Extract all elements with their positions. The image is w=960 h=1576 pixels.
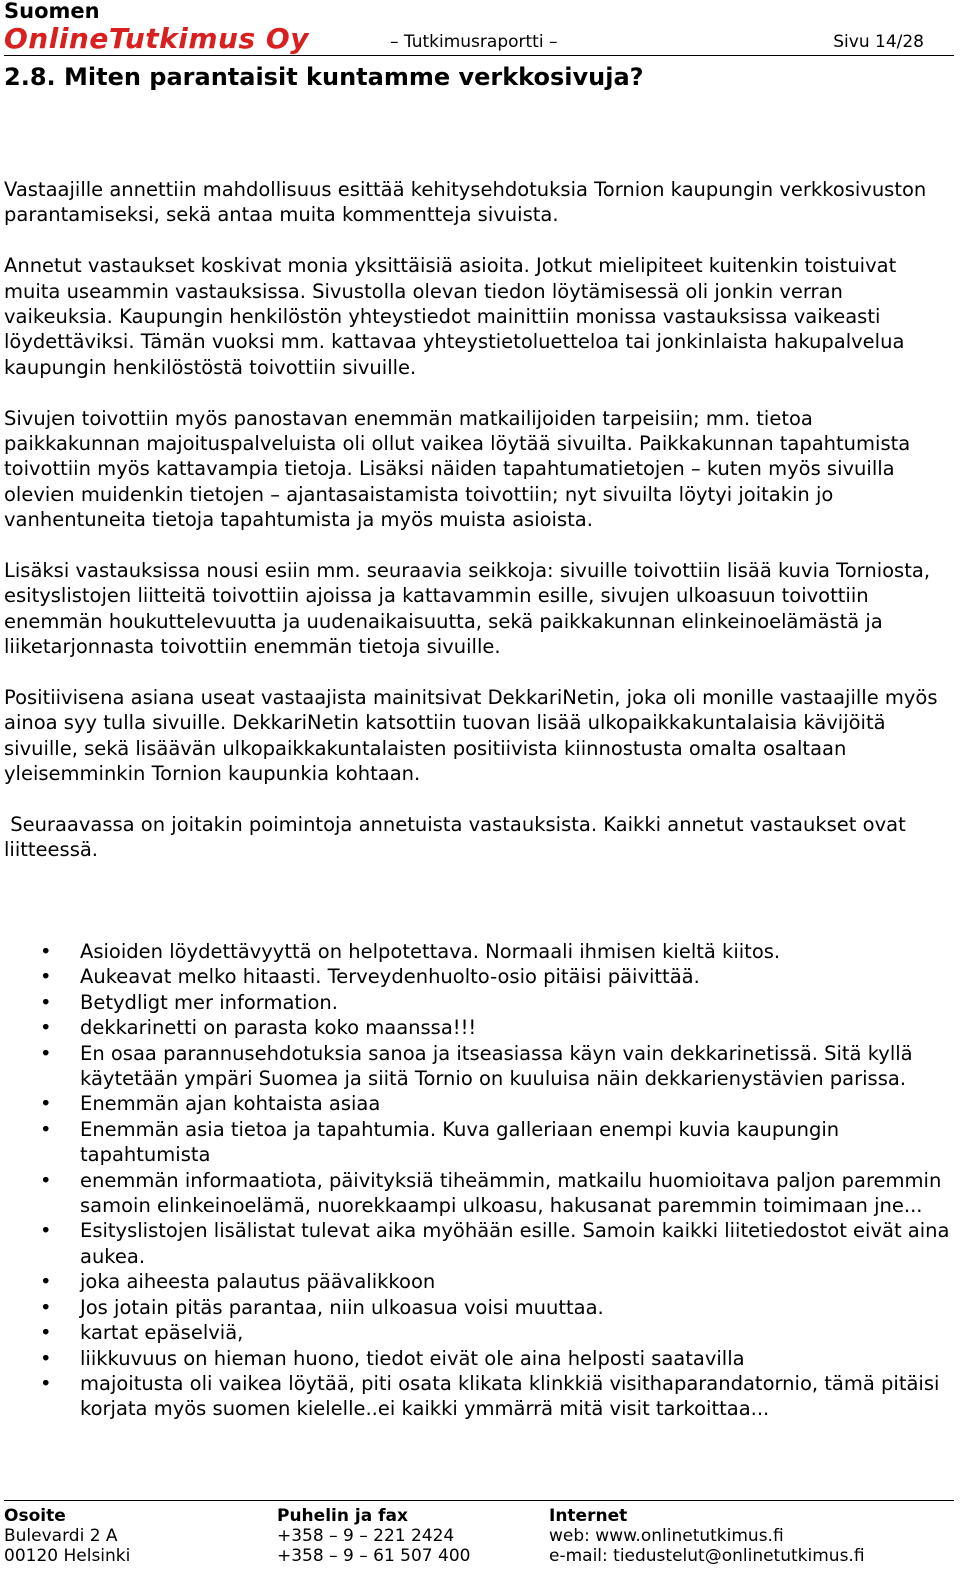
footer-divider: [4, 1500, 954, 1501]
list-item: [4, 1218, 954, 1269]
list-item-text: Aukeavat melko hitaasti. Terveydenhuolto-osio pitäisi päivittää.: [80, 965, 700, 989]
list-item: [4, 1295, 954, 1320]
bullet-icon: •: [40, 1270, 52, 1294]
page-header: [4, 0, 954, 56]
company-logo-name: OnlineTutkimus Oy: [4, 22, 309, 55]
list-item: [4, 1117, 954, 1168]
list-item-text: kartat epäselviä,: [80, 1321, 244, 1345]
footer-address: [4, 1506, 130, 1566]
list-item-text: En osaa parannusehdotuksia sanoa ja itseasiassa käyn vain dekkarinetissä. Sitä kyllä käytetään ympäri Suomea ja siitä Tornio on kuuluisa näin dekkarienystävien parissa.: [80, 1041, 913, 1091]
paragraph-other-issues: Lisäksi vastauksissa nousi esiin mm. seuraavia seikkoja: sivuille toivottiin lisää kuvia Torniosta, esityslistojen liitteitä toivottiin ajoissa ja kattavammin esille, sivujen ulkoasuun toivottiin enemmän houkuttelevuutta ja uudenaikaisuutta, sekä paikkakunnan elinkeinoelämästä ja liiketarjonnasta toivottiin enemmän tietoja sivuille.: [4, 559, 931, 659]
bullet-icon: •: [40, 1219, 52, 1243]
bullet-icon: •: [40, 1016, 52, 1040]
bullet-icon: •: [40, 1117, 52, 1141]
header-divider: [4, 55, 954, 56]
list-item-text: Enemmän asia tietoa ja tapahtumia. Kuva galleriaan enempi kuvia kaupungin tapahtumista: [80, 1117, 840, 1167]
footer-fax-number: +358 – 9 – 61 507 400: [277, 1546, 471, 1566]
list-item: [4, 1346, 954, 1371]
list-item-text: enemmän informaatiota, päivityksiä tiheämmin, matkailu huomioitava paljon paremmin samoin elinkeinoelämä, nuorekkaampi ulkoasu, hakusanat paremmin toimimaan jne...: [80, 1168, 942, 1218]
paragraph-findability: Annetut vastaukset koskivat monia yksittäisiä asioita. Jotkut mielipiteet kuitenkin toistuivat muita useammin vastauksissa. Sivustolla olevan tiedon löytämisessä oli jonkin verran vaikeuksia. Kaupungin henkilöstön yhteystiedot mainittiin monissa vastauksissa vaikeasti löydettäviksi. Tämän vuoksi mm. kattavaa yhteystietoluetteloa tai jonkinlaista hakupalvelua kaupungin henkilöstöstä toivottiin sivuille.: [4, 254, 905, 379]
list-item-text: Jos jotain pitäs parantaa, niin ulkoasua voisi muuttaa.: [80, 1295, 604, 1319]
list-item: [4, 1015, 954, 1040]
paragraph-tourism: Sivujen toivottiin myös panostavan enemmän matkailijoiden tarpeisiin; mm. tietoa paikkakunnan majoituspalveluista oli ollut vaikea löytää sivuilta. Paikkakunnan tapahtumista toivottiin myös kattavampia tietoja. Lisäksi näiden tapahtumatietojen – kuten myös sivuilla olevien muidenkin tietojen – ajantasaistamista toivottiin; nyt sivuilta löytyi joitakin jo vanhentuneita tietoja tapahtumista ja myös muista asioista.: [4, 406, 911, 532]
list-item-text: Asioiden löydettävyyttä on helpotettava. Normaali ihmisen kieltä kiitos.: [80, 940, 781, 963]
bullet-icon: •: [40, 1346, 52, 1370]
bullet-icon: •: [40, 940, 52, 963]
footer-address-city: 00120 Helsinki: [4, 1546, 131, 1566]
list-item: [4, 990, 954, 1015]
bullet-icon: •: [40, 1092, 52, 1116]
list-item-text: Esityslistojen lisälistat tulevat aika myöhään esille. Samoin kaikki liitetiedostot eivät aina aukea.: [80, 1219, 950, 1268]
list-item: [4, 1168, 954, 1219]
list-item-text: dekkarinetti on parasta koko maanssa!!!: [80, 1016, 477, 1040]
list-item: [4, 1091, 954, 1116]
footer-email-link[interactable]: e-mail: tiedustelut@onlinetutkimus.fi: [549, 1546, 865, 1566]
footer-internet-heading: Internet: [549, 1506, 628, 1526]
list-item: [4, 964, 954, 989]
bullet-icon: •: [40, 1168, 52, 1192]
footer-web-link[interactable]: web: www.onlinetutkimus.fi: [549, 1526, 784, 1546]
footer-address-street: Bulevardi 2 A: [4, 1526, 118, 1546]
bullet-icon: •: [40, 1371, 52, 1395]
list-item-text: Enemmän ajan kohtaista asiaa: [80, 1092, 381, 1116]
list-item-text: liikkuvuus on hieman huono, tiedot eivät ole aina helposti saatavilla: [80, 1346, 745, 1370]
list-item-text: majoitusta oli vaikea löytää, piti osata klikata klinkkiä visithaparandatornio, tämä pitäisi korjata myös suomen kielelle..ei kaikki ymmärrä mitä visit tarkoittaa...: [80, 1371, 940, 1421]
body-text: [4, 177, 954, 888]
footer-phone-heading: Puhelin ja fax: [277, 1506, 408, 1526]
paragraph-intro: Vastaajille annettiin mahdollisuus esittää kehitysehdotuksia Tornion kaupungin verkkosivuston parantamiseksi, sekä antaa muita kommentteja sivuista.: [4, 178, 927, 227]
bullet-icon: •: [40, 965, 52, 989]
bullet-icon: •: [40, 1041, 52, 1065]
footer-phone: [277, 1506, 470, 1566]
list-item: [4, 1320, 954, 1345]
footer-internet: [549, 1506, 865, 1566]
company-name-line1: Suomen: [4, 0, 100, 23]
section-title: 2.8. Miten parantaisit kuntamme verkkosivuja?: [4, 63, 644, 91]
paragraph-dekkarinet: Positiivisena asiana useat vastaajista mainitsivat DekkariNetin, joka oli monille vastaajille myös ainoa syy tulla sivuille. DekkariNetin katsottiin tuovan lisää ulkopaikkakuntalaisia kävijöitä sivuille, sekä lisäävän ulkopaikkakuntalaisten positiivista kiinnostusta omalta osaltaan yleisemminkin Tornion kaupunkia kohtaan.: [4, 686, 938, 786]
footer-address-heading: Osoite: [4, 1506, 66, 1526]
bullet-icon: •: [40, 1295, 52, 1319]
list-item: [4, 1041, 954, 1092]
list-item: [4, 939, 954, 964]
list-item: [4, 1269, 954, 1294]
paragraph-excerpts: Seuraavassa on joitakin poimintoja annetuista vastauksista. Kaikki annetut vastaukset ovat liitteessä.: [4, 813, 912, 862]
footer-phone-number: +358 – 9 – 221 2424: [277, 1526, 455, 1546]
list-item-text: joka aiheesta palautus päävalikkoon: [80, 1270, 436, 1294]
page-number: Sivu 14/28: [833, 32, 924, 52]
list-item-text: Betydligt mer information.: [80, 990, 338, 1014]
page-footer: [4, 1500, 954, 1576]
response-list: [4, 939, 954, 1422]
report-label: – Tutkimusraportti –: [390, 32, 558, 52]
bullet-icon: •: [40, 990, 52, 1014]
list-item: [4, 1371, 954, 1422]
bullet-icon: •: [40, 1321, 52, 1345]
